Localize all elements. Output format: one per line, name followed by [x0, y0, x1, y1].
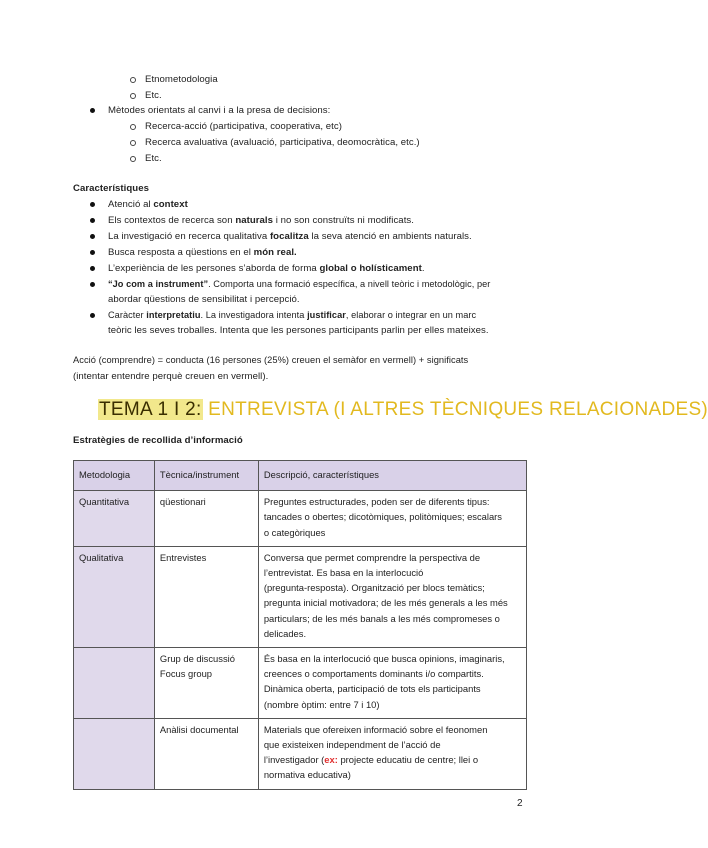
- list-item: Busca resposta a qüestions en el món real.: [108, 247, 297, 258]
- bullet-icon: [90, 266, 95, 271]
- list-item: Etc.: [145, 153, 162, 164]
- strategies-heading: Estratègies de recollida d’informació: [73, 435, 243, 446]
- description-cell: Preguntes estructurades, poden ser de diferents tipus: tancades o obertes; dicotòmiques, politòmiques; escalars o categòriques: [258, 491, 526, 547]
- table-row: [74, 546, 527, 647]
- technique-cell: Anàlisi documental: [154, 718, 258, 789]
- table-row: [74, 491, 527, 547]
- bullet-icon: [90, 313, 95, 318]
- example-label: ex:: [324, 754, 338, 766]
- table-header-row: [74, 461, 527, 491]
- circle-bullet-icon: [130, 156, 136, 162]
- strategies-table: [73, 460, 527, 790]
- method-cell: Qualitativa: [74, 546, 155, 647]
- list-item: Etnometodologia: [145, 74, 218, 85]
- circle-bullet-icon: [130, 93, 136, 99]
- list-item: “Jo com a instrument”. Comporta una formació específica, a nivell teòric i metodològic, per: [108, 279, 491, 289]
- column-header: Metodologia: [74, 461, 155, 491]
- list-item: Atenció al context: [108, 199, 188, 210]
- list-item: Recerca-acció (participativa, cooperativa, etc): [145, 121, 342, 132]
- column-header: Tècnica/instrument: [154, 461, 258, 491]
- description-cell: Conversa que permet comprendre la perspectiva de l’entrevistat. Es basa en la interlocució (pregunta-resposta). Organització per blocs temàtics; pregunta inicial motivadora; de les més generals a les més particulars; de les més banals a les més compromeses o delicades.: [258, 546, 526, 647]
- list-item: La investigació en recerca qualitativa focalitza la seva atenció en ambients naturals.: [108, 231, 472, 242]
- list-item: Caràcter interpretatiu. La investigadora intenta justificar, elaborar o integrar en un marc: [108, 310, 477, 320]
- method-cell: [74, 718, 155, 789]
- section-title-number: TEMA 1 I 2:: [99, 399, 202, 420]
- note-line: (intentar entendre perquè creuen en vermell).: [73, 371, 269, 382]
- technique-cell: Entrevistes: [154, 546, 258, 647]
- page-number: 2: [517, 798, 523, 809]
- method-cell: [74, 648, 155, 719]
- list-item: L’experiència de les persones s’aborda de forma global o holísticament.: [108, 263, 425, 274]
- table-row: [74, 718, 527, 789]
- list-item-continuation: teòric les seves troballes. Intenta que les persones participants parlin per elles mateixes.: [108, 325, 489, 336]
- list-item: Els contextos de recerca son naturals i no son construïts ni modificats.: [108, 215, 414, 226]
- section-title-text: ENTREVISTA (I ALTRES TÈCNIQUES RELACIONADES): [202, 399, 708, 420]
- description-cell: Materials que ofereixen informació sobre el feonomen que existeixen independment de l’acció de l’investigador (ex: projecte educatiu de centre; llei o normativa educativa): [258, 718, 526, 789]
- section-heading: Característiques: [73, 183, 149, 194]
- list-item-continuation: abordar qüestions de sensibilitat i percepció.: [108, 294, 300, 305]
- circle-bullet-icon: [130, 140, 136, 146]
- method-cell: Quantitativa: [74, 491, 155, 547]
- bullet-icon: [90, 234, 95, 239]
- column-header: Descripció, característiques: [258, 461, 526, 491]
- list-item: Etc.: [145, 90, 162, 101]
- note-line: Acció (comprendre) = conducta (16 persones (25%) creuen el semàfor en vermell) + significats: [73, 355, 469, 365]
- list-item: Mètodes orientats al canvi i a la presa de decisions:: [108, 105, 331, 116]
- bullet-icon: [90, 202, 95, 207]
- bullet-icon: [90, 108, 95, 113]
- bullet-icon: [90, 282, 95, 287]
- section-title: [98, 398, 708, 422]
- bullet-icon: [90, 250, 95, 255]
- technique-cell: Grup de discussió Focus group: [154, 648, 258, 719]
- list-item: Recerca avaluativa (avaluació, participativa, deomocràtica, etc.): [145, 137, 420, 148]
- circle-bullet-icon: [130, 124, 136, 130]
- technique-cell: qüestionari: [154, 491, 258, 547]
- bullet-icon: [90, 218, 95, 223]
- description-cell: És basa en la interlocució que busca opinions, imaginaris, creences o comportaments dominants i/o compartits. Dinàmica oberta, participació de tots els participants (nombre òptim: entre 7 i 10): [258, 648, 526, 719]
- table-row: [74, 648, 527, 719]
- circle-bullet-icon: [130, 77, 136, 83]
